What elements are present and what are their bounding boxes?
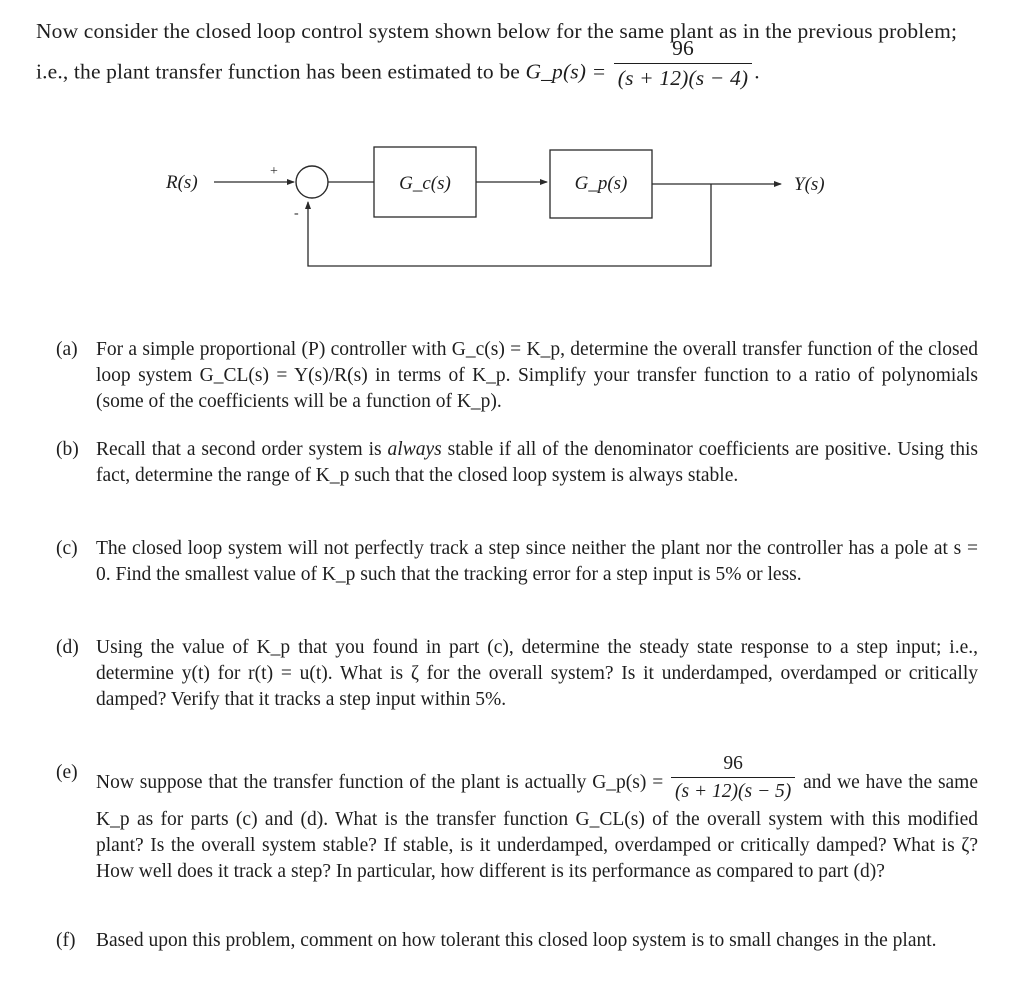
part-e-text-before: Now suppose that the transfer function of the plant is actually G_p(s) =: [96, 771, 664, 793]
controller-label: G_c(s): [399, 173, 451, 194]
part-c-label: (c): [56, 538, 78, 559]
summing-plus-sign: +: [270, 164, 278, 179]
part-b-emphasis: always: [387, 439, 442, 460]
part-f-text: Based upon this problem, comment on how tolerant this closed loop system is to small changes in the plant.: [96, 930, 937, 951]
part-e: [56, 753, 979, 885]
intro-period: .: [754, 59, 760, 84]
part-f: [56, 928, 978, 954]
part-e-denominator: (s + 12)(s − 5): [675, 780, 792, 802]
feedback-path: [308, 184, 711, 266]
input-signal-label: R(s): [166, 172, 198, 193]
part-d: [56, 635, 978, 713]
intro-text: Now consider the closed loop control system shown below for the same plant as in the previous problem; i.e., the plant transfer function has been estimated to be: [36, 19, 958, 84]
part-b-text-before: Recall that a second order system is: [96, 439, 382, 460]
part-b-text-after: stable if all of the denominator coefficients are positive. Using this fact, determine the range of K_p such that the closed loop system is always stable.: [96, 439, 979, 486]
intro-plant-fraction: [614, 38, 752, 89]
problem-intro: [36, 14, 986, 99]
part-e-numerator: 96: [671, 754, 795, 778]
part-f-label: (f): [56, 930, 76, 951]
part-e-text-after: and we have the same K_p as for parts (c) and (d). What is the transfer function G_CL(s) of the overall system with this modified plant? Is the overall system stable? If stable, is it underdamped, overdamped or critically damped? What is ζ? How well does it track a step? In particular, how different is its performance as compared to part (d)?: [96, 771, 979, 882]
part-a-text: For a simple proportional (P) controller with G_c(s) = K_p, determine the overall transfer function of the closed loop system G_CL(s) = Y(s)/R(s) in terms of K_p. Simplify your transfer function to a ratio of polynomials (some of the coefficients will be a function of K_p).: [96, 339, 978, 412]
summing-junction: [296, 166, 328, 198]
intro-numerator: 96: [614, 38, 752, 64]
part-a-label: (a): [56, 339, 78, 360]
block-diagram: [0, 130, 1024, 290]
part-a: [56, 337, 978, 415]
summing-minus-sign: -: [294, 206, 299, 221]
part-b-label: (b): [56, 439, 79, 460]
part-e-plant-fraction: [671, 754, 795, 801]
part-d-label: (d): [56, 637, 79, 658]
part-e-label: (e): [56, 762, 78, 783]
part-b-text: [96, 437, 978, 489]
part-d-text: Using the value of K_p that you found in part (c), determine the steady state response to a step input; i.e., determine y(t) for r(t) = u(t). What is ζ for the overall system? Is it underdamped, overdamped or critically damped? Verify that it tracks a step input within 5%.: [96, 637, 978, 710]
part-e-text: [96, 753, 979, 885]
part-c-text: The closed loop system will not perfectly track a step since neither the plant nor the controller has a pole at s = 0. Find the smallest value of K_p such that the tracking error for a step input is 5% or less.: [96, 538, 978, 585]
output-signal-label: Y(s): [794, 174, 825, 195]
part-c: [56, 536, 978, 588]
part-b: [56, 437, 978, 489]
intro-plant-lhs: G_p(s) =: [525, 59, 607, 84]
intro-denominator: (s + 12)(s − 4): [617, 65, 749, 90]
plant-label: G_p(s): [574, 173, 628, 194]
